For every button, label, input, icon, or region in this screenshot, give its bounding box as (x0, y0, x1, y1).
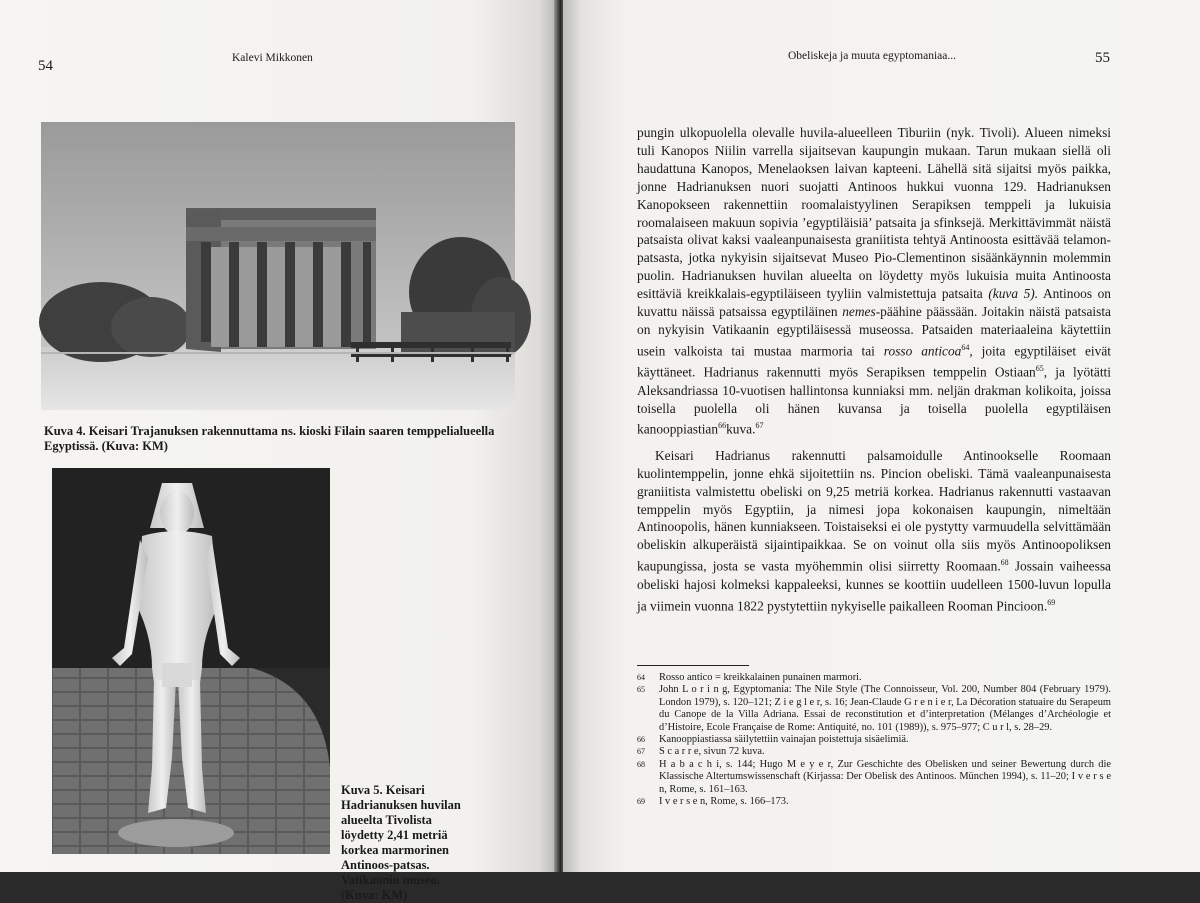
footnote-ref-64[interactable]: 64 (961, 342, 970, 352)
page-number-right: 55 (1095, 50, 1110, 66)
antinoos-statue-illustration (52, 468, 330, 854)
figure-5-photo (52, 468, 330, 854)
paragraph-2: Keisari Hadrianus rakennutti palsamoidulle Antinookselle Roomaan kuolintemppelin, jonne ehkä sijoitettiin ns. Pincion obeliski. Tämä vaaleanpunaisesta graniitista valmistettu obeliski on 9,25 metriä korkea. Hadrianus rakennutti vastaavan temppelin myös Egyptiin, ja nimesi jopa kokonaisen kaupungin, nimeltään Antinoopolis, hänen kunniakseen. Toistaiseksi ei ole pystytty varmuudella selvittämään obeliskin alkuperäistä sijaintipaikkaa. Se on voinut olla siis myös Antinoopoliksen kaupungissa, josta se vasta myöhemmin olisi siirretty Roomaan.$^{68}$ Jossain vaiheessa obeliski hajosi kolmeksi kappaleeksi, kunnes se koottiin uudelleen 1500-luvun lopulla ja viimein vuonna 1822 pystytettiin nykyiselle paikalleen Rooman Pincioon.$^{69}$ (637, 447, 1111, 613)
footnote-ref-66[interactable]: 66 (718, 421, 727, 431)
running-head-left: Kalevi Mikkonen (232, 52, 313, 64)
main-text (637, 124, 1111, 615)
figure-5-caption: Kuva 5. Keisari Hadrianuksen huvilan alueelta Tivolista löydetty 2,41 metriä korkea marmorinen Antinoos-patsas. Vatikaanin museo. (Kuva: KM) (341, 783, 461, 902)
footnote-65: 65 John L o r i n g, Egyptomania: The Nile Style (The Connoisseur, Vol. 200, Number 804 (February 1979). London 1979), s. 120–121; Z i e g l e r, s. 16; Jean-Claude G r e n i e r, La Décoration statuaire du Serapeum du Canope de la Villa Adriana. Essai de reconstitution et d’interpretation (Mélanges d’Archéologie et d’Histoire, Ecole Française de Rome: Antiquité, no. 101 (1989)), s. 975–977; C u r l, s. 28–29. (637, 684, 1111, 733)
running-head-right: Obeliskeja ja muuta egyptomaniaa... (788, 50, 956, 62)
footnote-ref-68[interactable]: 68 (1000, 558, 1009, 568)
footnote-64: 64 Rosso antico = kreikkalainen punainen marmori. (637, 672, 862, 683)
footnote-ref-67[interactable]: 67 (755, 421, 764, 431)
footnote-68: 68 H a b a c h i, s. 144; Hugo M e y e r, Zur Geschichte des Obelisken und seiner Bewertung durch die Klassische Altertumswissenschaft (Kirjassa: Der Obelisk des Antinoos. München 1994), s. 11–20; I v e r s e n, Rome, s. 161–163. (637, 758, 1111, 795)
footnote-ref-69[interactable]: 69 (1047, 597, 1056, 607)
term-rosso-antico: rosso anticoa (883, 343, 962, 359)
left-page (0, 0, 556, 902)
right-page (563, 0, 1200, 872)
term-nemes: nemes (842, 304, 876, 320)
kiosk-photo-illustration (41, 122, 515, 410)
footnote-ref-65[interactable]: 65 (1035, 364, 1044, 374)
footnote-69: 69 I v e r s e n, Rome, s. 166–173. (637, 796, 789, 808)
figure-4-photo (41, 122, 515, 410)
footnote-66: 66 Kanooppiastiassa säilytettiin vainajan poistettuja sisäelimiä. (637, 734, 909, 746)
footnote-divider (637, 665, 749, 666)
footnote-67: 67 S c a r r e, sivun 72 kuva. (637, 746, 765, 758)
ref-kuva-5: (kuva 5). (988, 286, 1039, 302)
page-number-left: 54 (38, 58, 53, 74)
paragraph-1: pungin ulkopuolella olevalle huvila-alueelleen Tiburiin (nyk. Tivoli). Alueen nimeksi tuli Kanopos Niilin varrella sijaitsevan kaupungin mukaan. Tarun mukaan siellä oli haudattuna Kanopos, Menelaoksen laivan kapteeni. Lähellä sitä sijaitsi myös paikka, jonne Hadrianuksen nuori suojatti Antinoos hukkui vuonna 129. Hadrianuksen Kanopokseen rakennettiin roomalaistyylinen Serapiksen temppeli ja lukuisia roomalaiseen makuun sopivia ’egyptiläisiä’ patsaita ja sfinksejä. Merkittävimmät näistä patsaista olivat kaksi vaaleanpunaisesta graniitista tehtyä Antinoosta esittävää telamon-patsasta, jotka nykyisin sijaitsevat Museo Pio-Clementinon sisäänkäynnin molemmin puolin. Hadrianuksen huvilan alueelta on löydetty myös lukuisia muita Antinoosta esittäviä kreikkalais-egyptiläiseen tyyliin valmistettuja patsaita (kuva 5). Antinoos on kuvattu näissä patsaissa egyptiläinen nemes-päähine päässään. Joitakin näistä patsaista on nykyisin Vatikaanin egyptiläisessä museossa. Patsaiden materiaaleina käytettiin usein valkoista tai mustaa marmoria tai rosso anticoa$^{64}$, joita egyptiläiset eivät käyttäneet. Hadrianus rakennutti myös Serapiksen temppelin Ostiaan$^{65}$, ja lyötätti Aleksandriassa 10-vuotisen hallintonsa kunniaksi mm. neljän drakman kolikoita, joissa toisella puolella oli hänen kuvansa ja toisella puolella egyptiläisen kanooppiastian$^{66}$kuva.$^{67}$ (637, 125, 1111, 437)
figure-4-caption: Kuva 4. Keisari Trajanuksen rakennuttama ns. kioski Filain saaren temppelialueella Egyptissä. (Kuva: KM) (44, 424, 495, 453)
footnotes (637, 672, 1111, 808)
